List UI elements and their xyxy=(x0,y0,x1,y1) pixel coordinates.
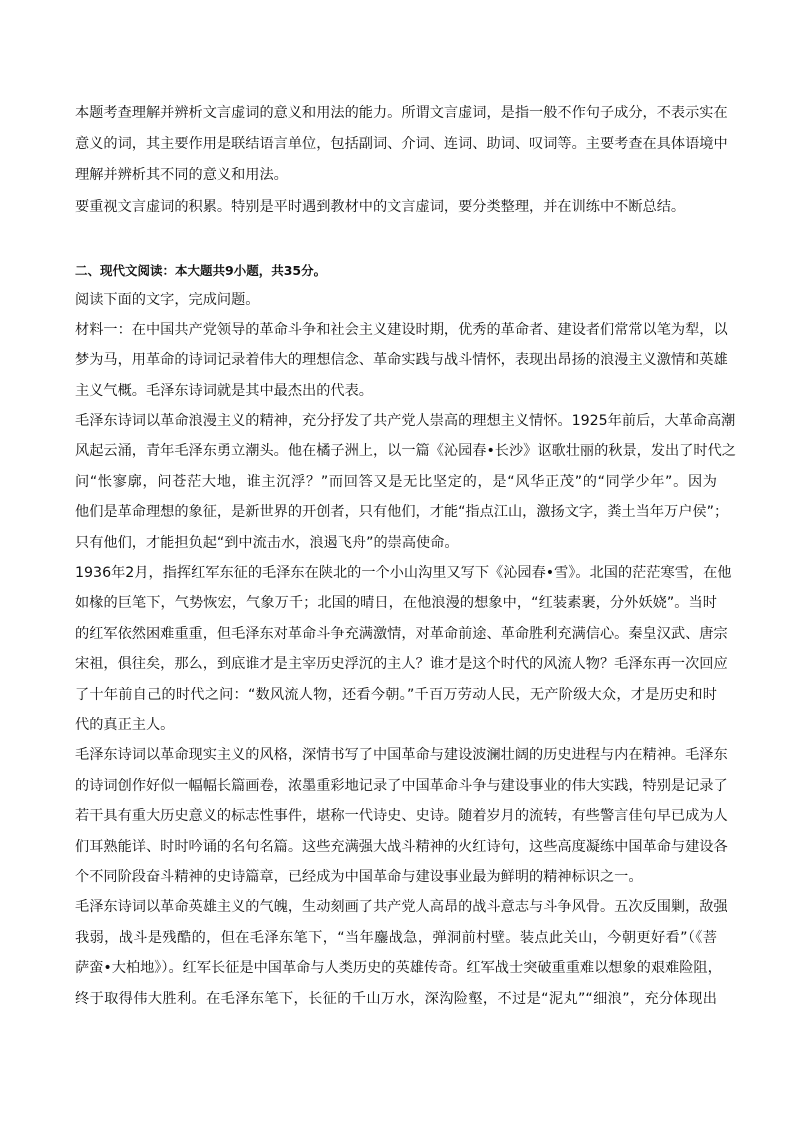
passage-line: 的红军依然困难重重，但毛泽东对革命斗争充满激情，对革命前途、革命胜利充满信心。秦皇汉武、唐宗 xyxy=(75,626,728,642)
passage-line: 终于取得伟大胜利。在毛泽东笔下，长征的千山万水，深沟险壑，不过是“泥丸”“细浪”，充分体现出 xyxy=(75,991,717,1007)
passage-line: 们耳熟能详、时时吟诵的名句名篇。这些充满强大战斗精神的火红诗句，这些高度凝练中国革命与建设各 xyxy=(75,839,728,855)
passage-line: 风起云涌，青年毛泽东勇立潮头。他在橘子洲上，以一篇《沁园春•长沙》讴歌壮丽的秋景，发出了时代之 xyxy=(75,443,736,459)
passage-line: 毛泽东诗词以革命现实主义的风格，深情书写了中国革命与建设波澜壮阔的历史进程与内在精神。毛泽东 xyxy=(75,747,728,763)
section-heading: 二、现代文阅读：本大题共9小题，共35分。 xyxy=(75,263,327,278)
explanation-line: 本题考查理解并辨析文言虚词的意义和用法的能力。所谓文言虚词，是指一般不作句子成分，不表示实在 xyxy=(75,105,728,121)
explanation-line: 意义的词，其主要作用是联结语言单位，包括副词、介词、连词、助词、叹词等。主要考查在具体语境中 xyxy=(75,136,728,152)
passage-line: 了十年前自己的时代之问：“数风流人物，还看今朝。”千百万劳动人民，无产阶级大众，才是历史和时 xyxy=(75,687,717,703)
explanation-tip: 要重视文言虚词的积累。特别是平时遇到教材中的文言虚词，要分类整理，并在训练中不断总结。 xyxy=(75,199,686,215)
passage-line: 我弱，战斗是残酷的，但在毛泽东笔下，“当年鏖战急，弹洞前村壁。装点此关山，今朝更好看”（《菩 xyxy=(75,930,717,946)
passage-line: 若干具有重大历史意义的标志性事件，堪称一代诗史、史诗。随着岁月的流转，有些警言佳句早已成为人 xyxy=(75,808,728,824)
explanation-line: 理解并辨析其不同的意义和用法。 xyxy=(75,167,288,183)
passage-line: 1936年2月，指挥红军东征的毛泽东在陕北的一个小山沟里又写下《沁园春•雪》。北国的茫茫寒雪，在他 xyxy=(75,565,732,581)
passage-line: 毛泽东诗词以革命浪漫主义的精神，充分抒发了共产党人崇高的理想主义情怀。1925年前后，大革命高潮 xyxy=(75,413,736,429)
passage-line: 毛泽东诗词以革命英雄主义的气魄，生动刻画了共产党人高昂的战斗意志与斗争风骨。五次反围剿，敌强 xyxy=(75,899,728,915)
passage-line: 主义气概。毛泽东诗词就是其中最杰出的代表。 xyxy=(75,383,373,399)
passage-line: 他们是革命理想的象征，是新世界的开创者，只有他们，才能“指点江山，激扬文字，粪土当年万户侯”； xyxy=(75,504,729,520)
passage-line: 萨蛮•大柏地》）。红军长征是中国革命与人类历史的英雄传奇。红军战士突破重重难以想象的艰难险阻， xyxy=(75,960,722,976)
section-instruction: 阅读下面的文字，完成问题。 xyxy=(75,292,260,308)
passage-line: 如椽的巨笔下，气势恢宏，气象万千；北国的晴日，在他浪漫的想象中，“红装素裹，分外妖娆”。当时 xyxy=(75,595,717,611)
passage-line: 梦为马，用革命的诗词记录着伟大的理想信念、革命实践与战斗情怀，表现出昂扬的浪漫主义激情和英雄 xyxy=(75,352,728,368)
passage-line: 只有他们，才能担负起“到中流击水，浪遏飞舟”的崇高使命。 xyxy=(75,535,459,551)
passage-line: 材料一：在中国共产党领导的革命斗争和社会主义建设时期，优秀的革命者、建设者们常常以笔为犁，以 xyxy=(75,322,728,338)
passage-line: 宋祖，俱往矣，那么，到底谁才是主宰历史浮沉的主人？谁才是这个时代的风流人物？毛泽东再一次回应 xyxy=(75,656,728,672)
passage-line: 个不同阶段奋斗精神的史诗篇章，已经成为中国革命与建设事业最为鲜明的精神标识之一。 xyxy=(75,869,643,885)
passage-line: 问“怅寥廓，问苍茫大地，谁主沉浮？”而回答又是无比坚定的，是“风华正茂”的“同学少年”。因为 xyxy=(75,474,717,490)
passage-line: 的诗词创作好似一幅幅长篇画卷，浓墨重彩地记录了中国革命斗争与建设事业的伟大实践，特别是记录了 xyxy=(75,778,728,794)
passage-line: 代的真正主人。 xyxy=(75,717,175,733)
